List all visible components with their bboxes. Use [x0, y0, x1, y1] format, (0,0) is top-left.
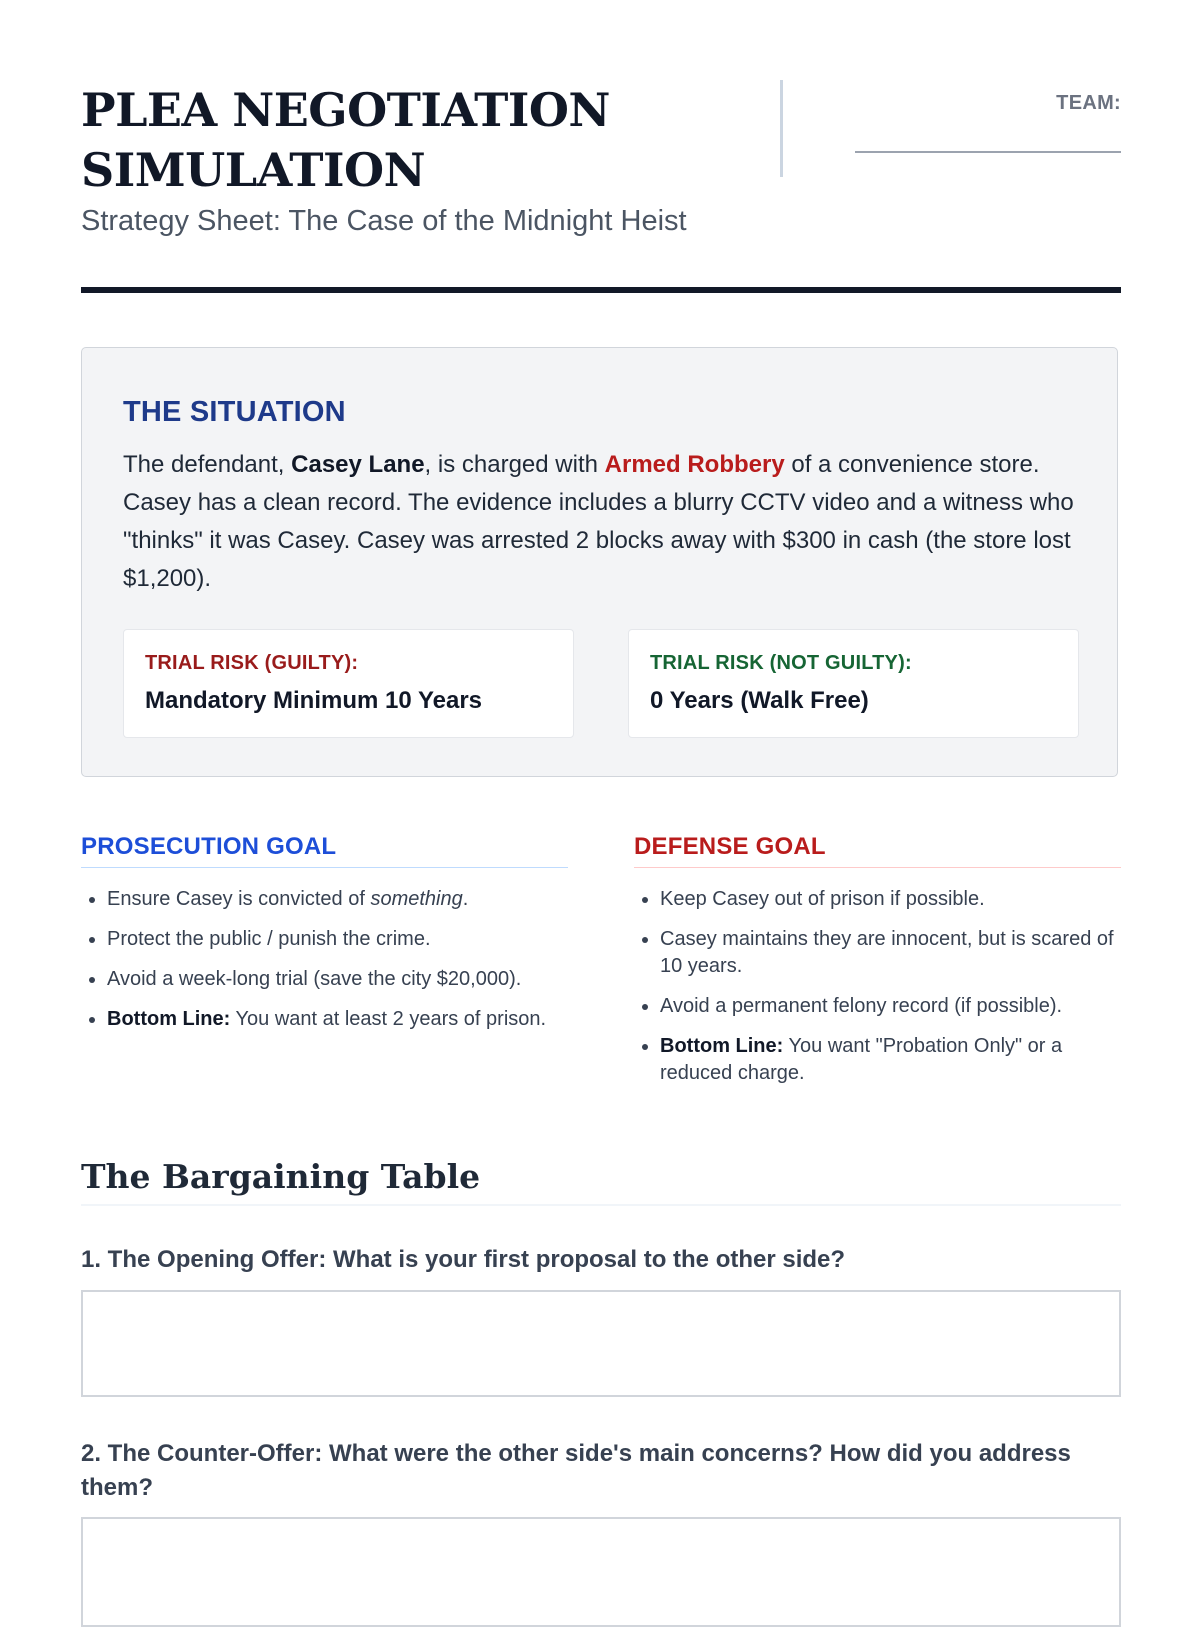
list-item-text: Ensure Casey is convicted of	[107, 888, 371, 910]
bottom-line-text: You want at least 2 years of prison.	[230, 1008, 547, 1030]
situation-heading: THE SITUATION	[123, 396, 346, 428]
trial-risk-not-guilty-value: 0 Years (Walk Free)	[650, 687, 869, 714]
charge-name: Armed Robbery	[604, 451, 785, 478]
header-rule	[81, 287, 1121, 293]
trial-risk-guilty-card	[123, 629, 574, 738]
situation-text-part: The defendant,	[123, 451, 292, 478]
team-name-line[interactable]	[855, 151, 1121, 153]
trial-risk-guilty-label: TRIAL RISK (GUILTY):	[145, 652, 359, 674]
header	[81, 80, 1121, 295]
situation-text-part: of a convenience store. Casey has a clean record. The evidence includes a blurry CCTV video and a witness who "thinks" it was Casey. Casey was arrested 2 blocks away with $300 in cash (the store lost $1,200).	[123, 451, 1074, 592]
list-item: • Keep Casey out of prison if possible.	[660, 886, 1121, 913]
header-divider	[780, 80, 783, 177]
bargaining-table-title: The Bargaining Table	[81, 1157, 1121, 1206]
list-item: • Avoid a permanent felony record (if possible).	[660, 993, 1121, 1020]
situation-text	[123, 446, 1083, 598]
list-item-punct: .	[462, 888, 469, 910]
bottom-line-text: You want "Probation Only" or a reduced charge.	[660, 1035, 1063, 1084]
counter-offer-answer-field[interactable]	[81, 1517, 1121, 1627]
situation-box	[81, 347, 1118, 777]
question-counter-offer: 2. The Counter-Offer: What were the other side's main concerns? How did you address them?	[81, 1440, 1071, 1501]
defendant-name: Casey Lane	[291, 451, 425, 478]
list-item: • Protect the public / punish the crime.	[107, 926, 568, 953]
list-item	[107, 886, 568, 913]
question-opening-offer: 1. The Opening Offer: What is your first proposal to the other side?	[81, 1246, 846, 1273]
opening-offer-answer-field[interactable]	[81, 1290, 1121, 1397]
page-subtitle: Strategy Sheet: The Case of the Midnight Heist	[81, 205, 687, 237]
list-item-emphasis: something	[370, 888, 463, 910]
trial-risk-not-guilty-card	[628, 629, 1079, 738]
trial-risk-not-guilty-label: TRIAL RISK (NOT GUILTY):	[650, 652, 912, 674]
list-item	[107, 1006, 568, 1033]
team-label: TEAM:	[1056, 92, 1121, 114]
prosecution-goal-list	[81, 886, 568, 1033]
list-item: • Avoid a week-long trial (save the city $20,000).	[107, 966, 568, 993]
defense-goal-heading: DEFENSE GOAL	[634, 833, 1121, 868]
defense-goal-list	[634, 886, 1121, 1087]
bottom-line-label: Bottom Line:	[107, 1008, 231, 1030]
prosecution-goal-heading: PROSECUTION GOAL	[81, 833, 568, 868]
prosecution-goal-section	[81, 833, 568, 1046]
bottom-line-label: Bottom Line:	[660, 1035, 784, 1057]
list-item: • Casey maintains they are innocent, but is scared of 10 years.	[660, 926, 1121, 980]
defense-goal-section	[634, 833, 1121, 1100]
list-item	[660, 1033, 1121, 1087]
situation-text-part: , is charged with	[424, 451, 605, 478]
page-title: PLEA NEGOTIATION SIMULATION	[81, 83, 610, 197]
trial-risk-guilty-value: Mandatory Minimum 10 Years	[145, 687, 483, 714]
